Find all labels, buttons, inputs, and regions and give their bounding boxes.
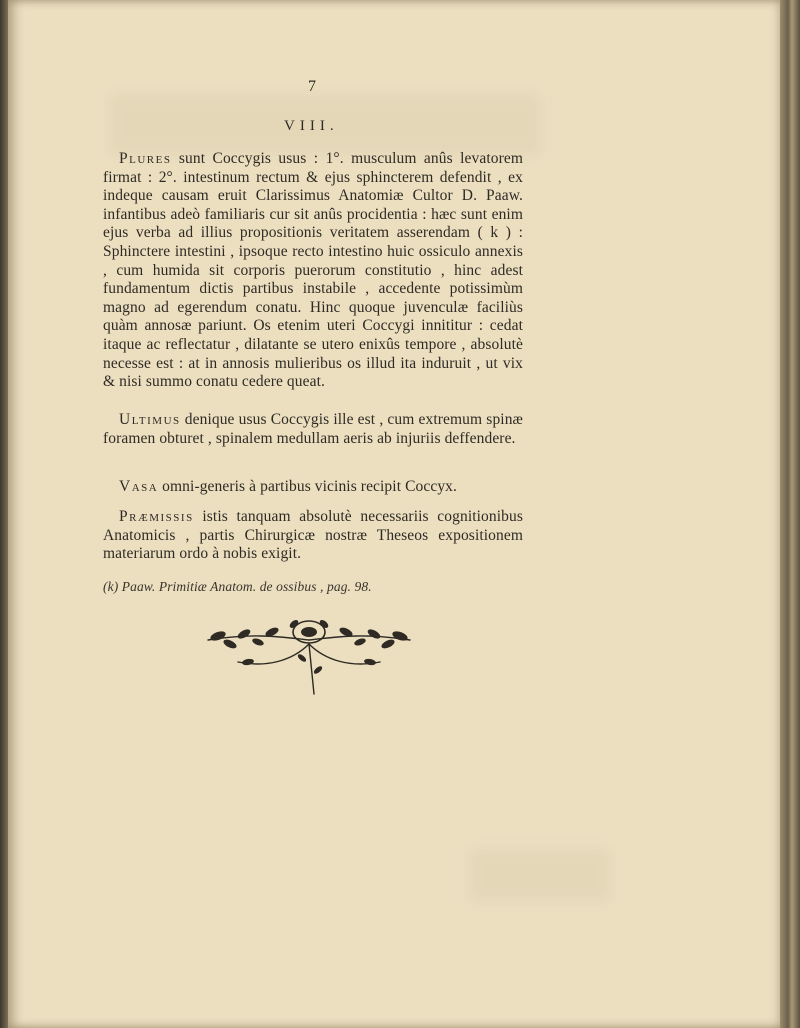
- page-number: 7: [307, 78, 317, 95]
- paragraph-body: omni-generis à partibus vicinis recipit Coccyx.: [158, 478, 457, 495]
- paragraph-last-use: [103, 411, 523, 448]
- show-through-shadow: [470, 850, 610, 900]
- paragraph-body: istis tanquam absolutè necessariis cognitionibus Anatomicis , partis Chirurgicæ nostræ Theseos expositionem materiarum ordo à nobis exigit.: [103, 508, 523, 563]
- paragraph-body: denique usus Coccygis ille est , cum extremum spinæ foramen obturet , spinalem medullam aeris ab injuriis deffendere.: [103, 411, 523, 447]
- paragraph-vessels: [103, 478, 523, 497]
- paragraph-body: sunt Coccygis usus : 1°. musculum anûs levatorem firmat : 2°. intestinum rectum & ejus sphincterem defendit , ex indeque causam eruit Clarissimus Anatomiæ Cultor D. Paaw. infantibus adeò familiaris cur sit anûs procidentia : hæc sunt enim ejus verba ad illius propositionis veritatem asserendam ( k ) : Sphinctere intestini , ipsoque recto intestino huic ossiculo annexis , cum humida sit corporis puerorum constitutio , hinc adest fundamentum dictis partibus instabile , accedente potissimùm magno ad egerendum conatu. Hinc quoque juvenculæ faciliùs quàm annosæ pariunt. Os etenim uteri Coccygi innititur : cedat itaque ac reflectatur , dilatante se utero enixûs tempore , absolutè necesse est : at in annosis mulieribus os illud ita induruit , ut vix & nisi summo conatu cedere queat.: [103, 150, 523, 391]
- section-heading: VIII.: [284, 118, 339, 134]
- paragraph-lead: Vasa: [119, 478, 159, 495]
- paragraph-uses: [103, 150, 523, 392]
- paragraph-lead: Ultimus: [119, 411, 181, 428]
- paragraph-premises: [103, 508, 523, 564]
- page-fore-edge: [780, 0, 800, 1028]
- floral-vignette-icon: [198, 610, 420, 700]
- paragraph-lead: Præmissis: [119, 508, 194, 525]
- footnote: (k) Paaw. Primitiæ Anatom. de ossibus , pag. 98.: [103, 579, 372, 594]
- paragraph-lead: Plures: [119, 150, 172, 167]
